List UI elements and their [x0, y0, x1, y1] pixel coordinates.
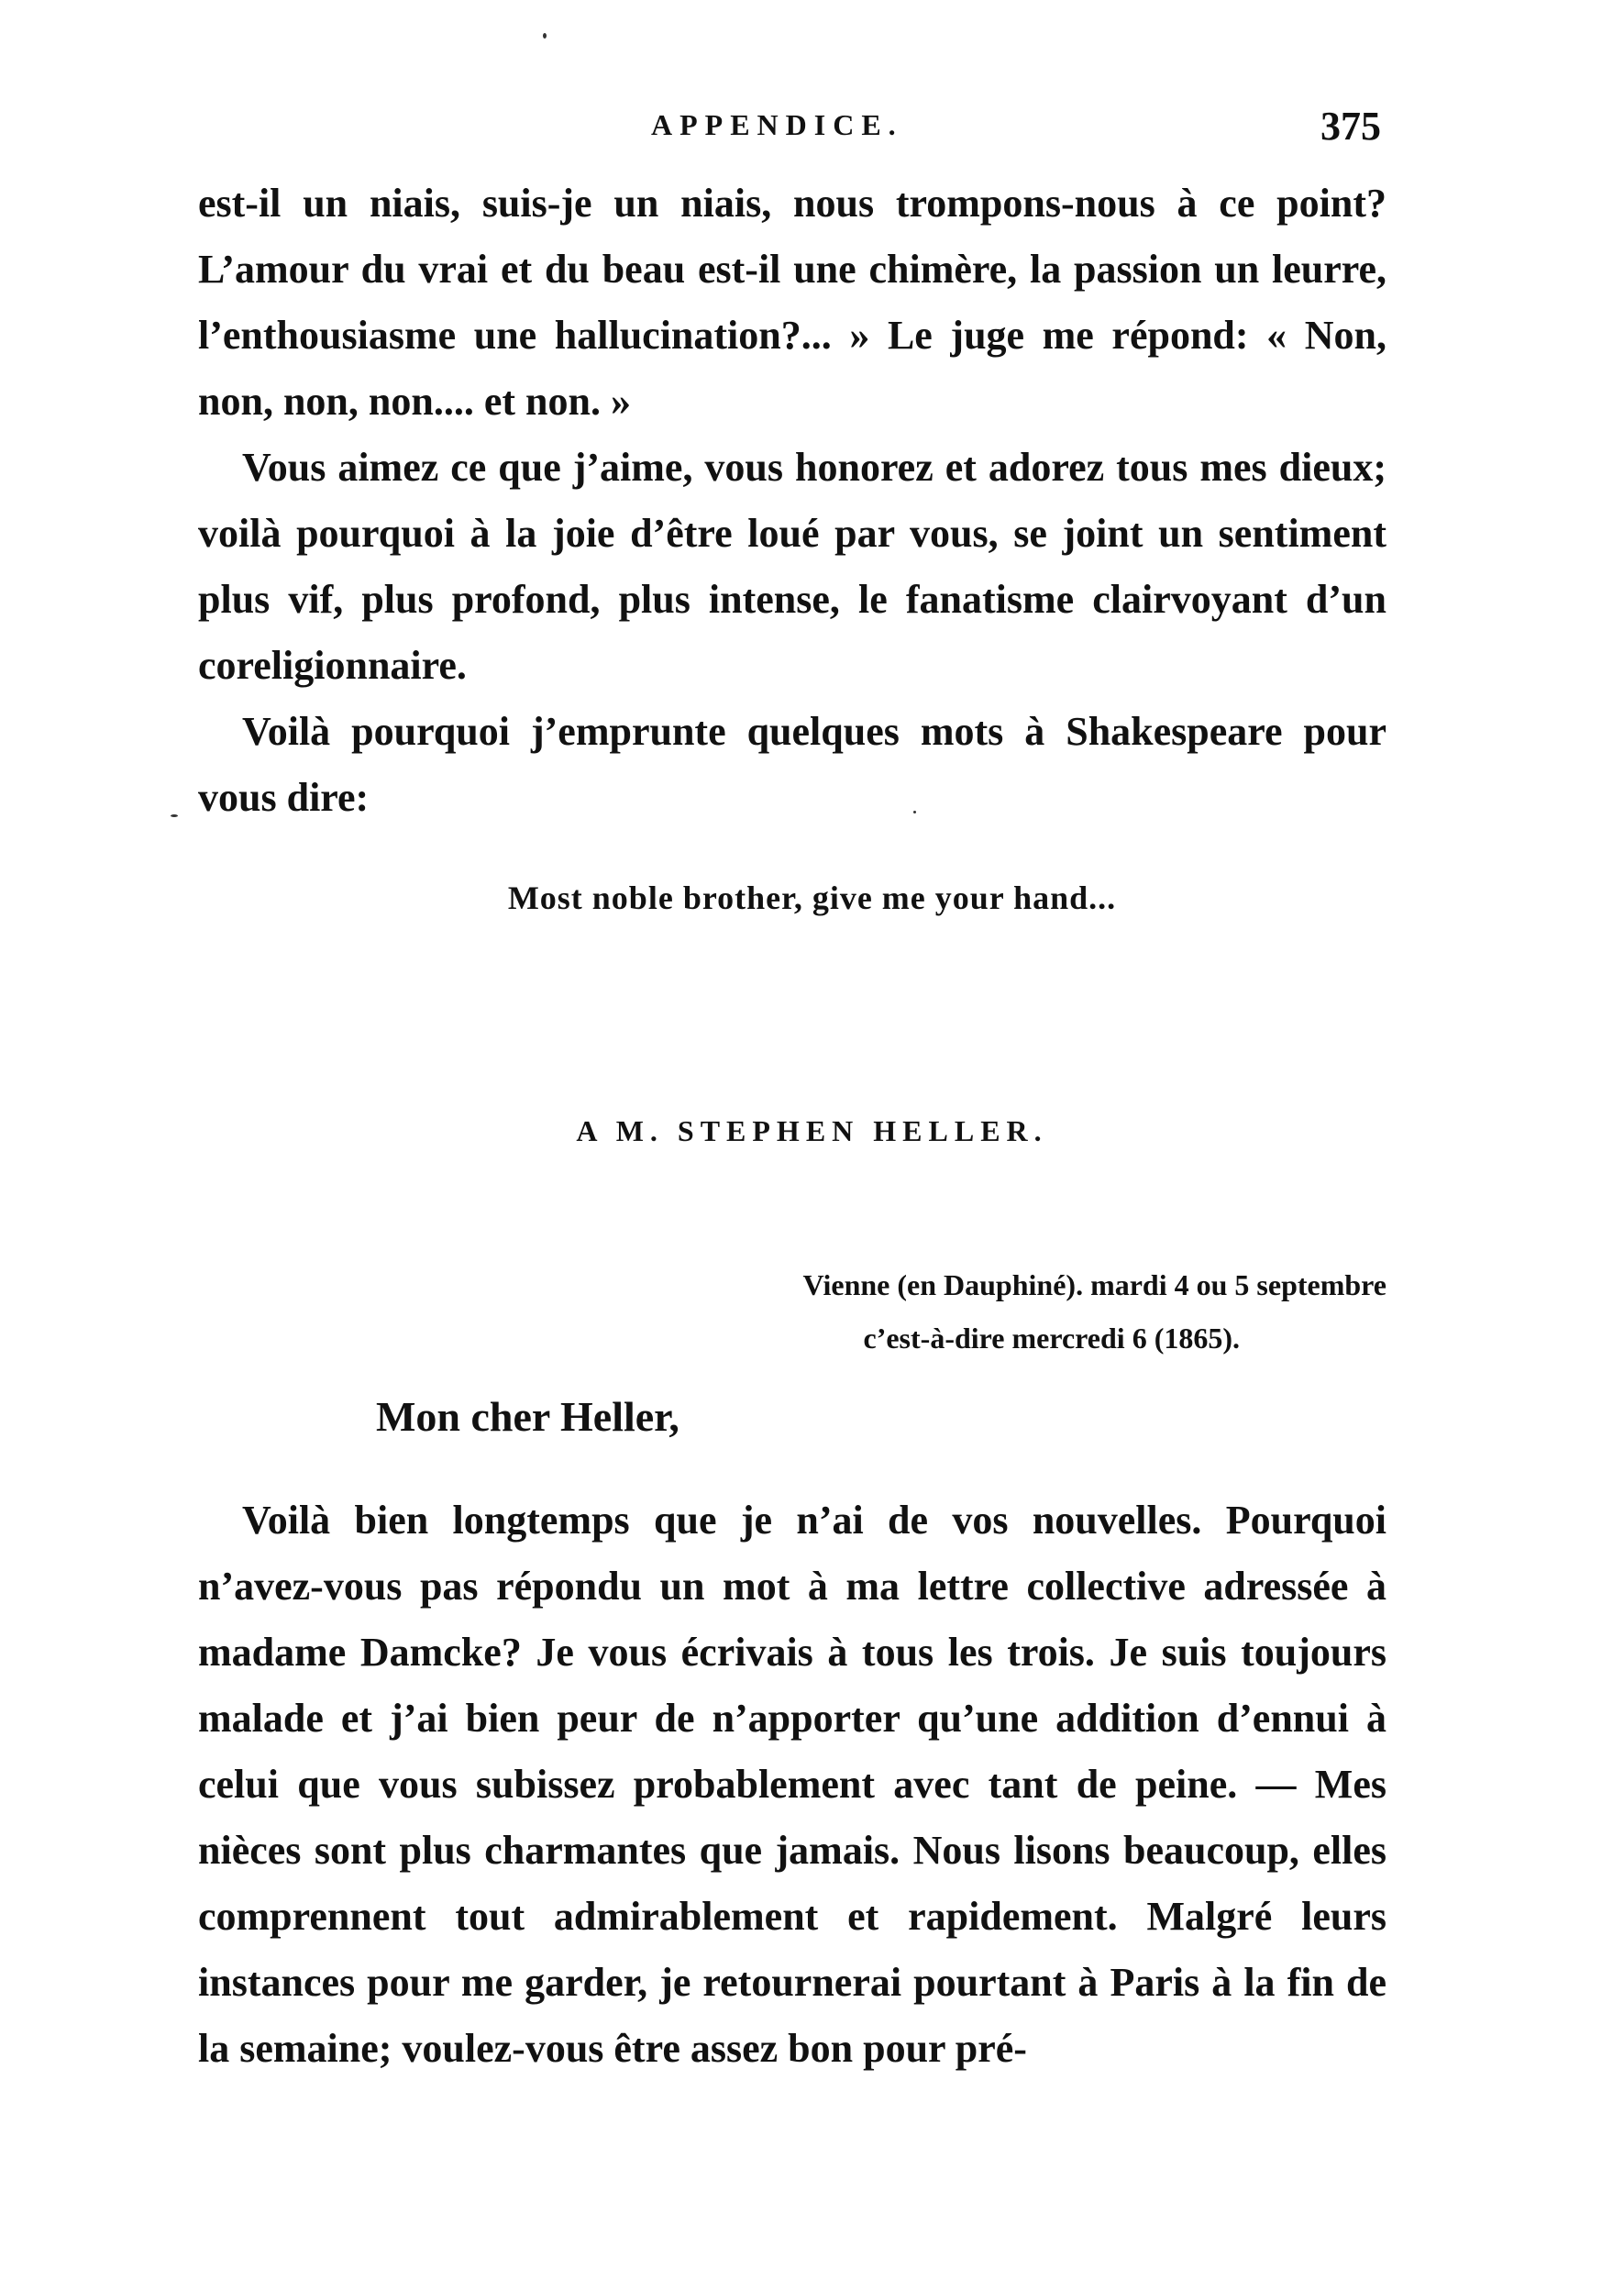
letter-salutation: Mon cher Heller, — [376, 1393, 679, 1440]
letter-body-block — [198, 1488, 1386, 2082]
top-text-block — [198, 171, 1386, 831]
dateline-line-2: c’est-à-dire mercredi 6 (1865). — [863, 1322, 1240, 1355]
paragraph-coreligionnaire: Vous aimez ce que j’aime, vous honorez et adorez tous mes dieux; voilà pourquoi à la joie d’être loué par vous, se joint un sentiment plus vif, plus profond, plus intense, le fanatisme clairvoyant d’un coreligionnaire. — [198, 445, 1386, 688]
letter-body-paragraph: Voilà bien longtemps que je n’ai de vos nouvelles. Pourquoi n’avez-vous pas répondu un mot à ma lettre collective adressée à madame Damcke? Je vous écrivais à tous les trois. Je suis toujours malade et j’ai bien peur de n’apporter qu’une addition d’ennui à celui que vous subissez probablement avec tant de peine. — Mes nièces sont plus charmantes que jamais. Nous lisons beaucoup, elles comprennent tout admirablement et rapidement. Malgré leurs instances pour me garder, je retournerai pourtant à Paris à la fin de la semaine; voulez-vous être assez bon pour pré- — [198, 1498, 1386, 2071]
print-speck — [913, 811, 916, 813]
paragraph-continuation: est-il un niais, suis-je un niais, nous trompons-nous à ce point? L’amour du vrai et du beau est-il une chimère, la passion un leurre, l’enthousiasme une hallucination?... » Le juge me répond: « Non, non, non, non.... et non. » — [198, 181, 1386, 424]
running-title: APPENDICE. — [651, 108, 903, 141]
page-number: 375 — [1320, 104, 1381, 149]
running-head — [0, 104, 1624, 154]
print-speck — [543, 33, 547, 39]
letter-dateline — [587, 1258, 1386, 1365]
letter-heading: A M. STEPHEN HELLER. — [576, 1114, 1048, 1147]
dateline-line-1: Vienne (en Dauphiné). mardi 4 ou 5 septembre — [802, 1268, 1386, 1301]
shakespeare-quote: Most noble brother, give me your hand... — [507, 879, 1117, 916]
print-speck — [171, 814, 178, 817]
paragraph-shakespeare: Voilà pourquoi j’emprunte quelques mots à Shakespeare pour vous dire: — [198, 709, 1386, 820]
